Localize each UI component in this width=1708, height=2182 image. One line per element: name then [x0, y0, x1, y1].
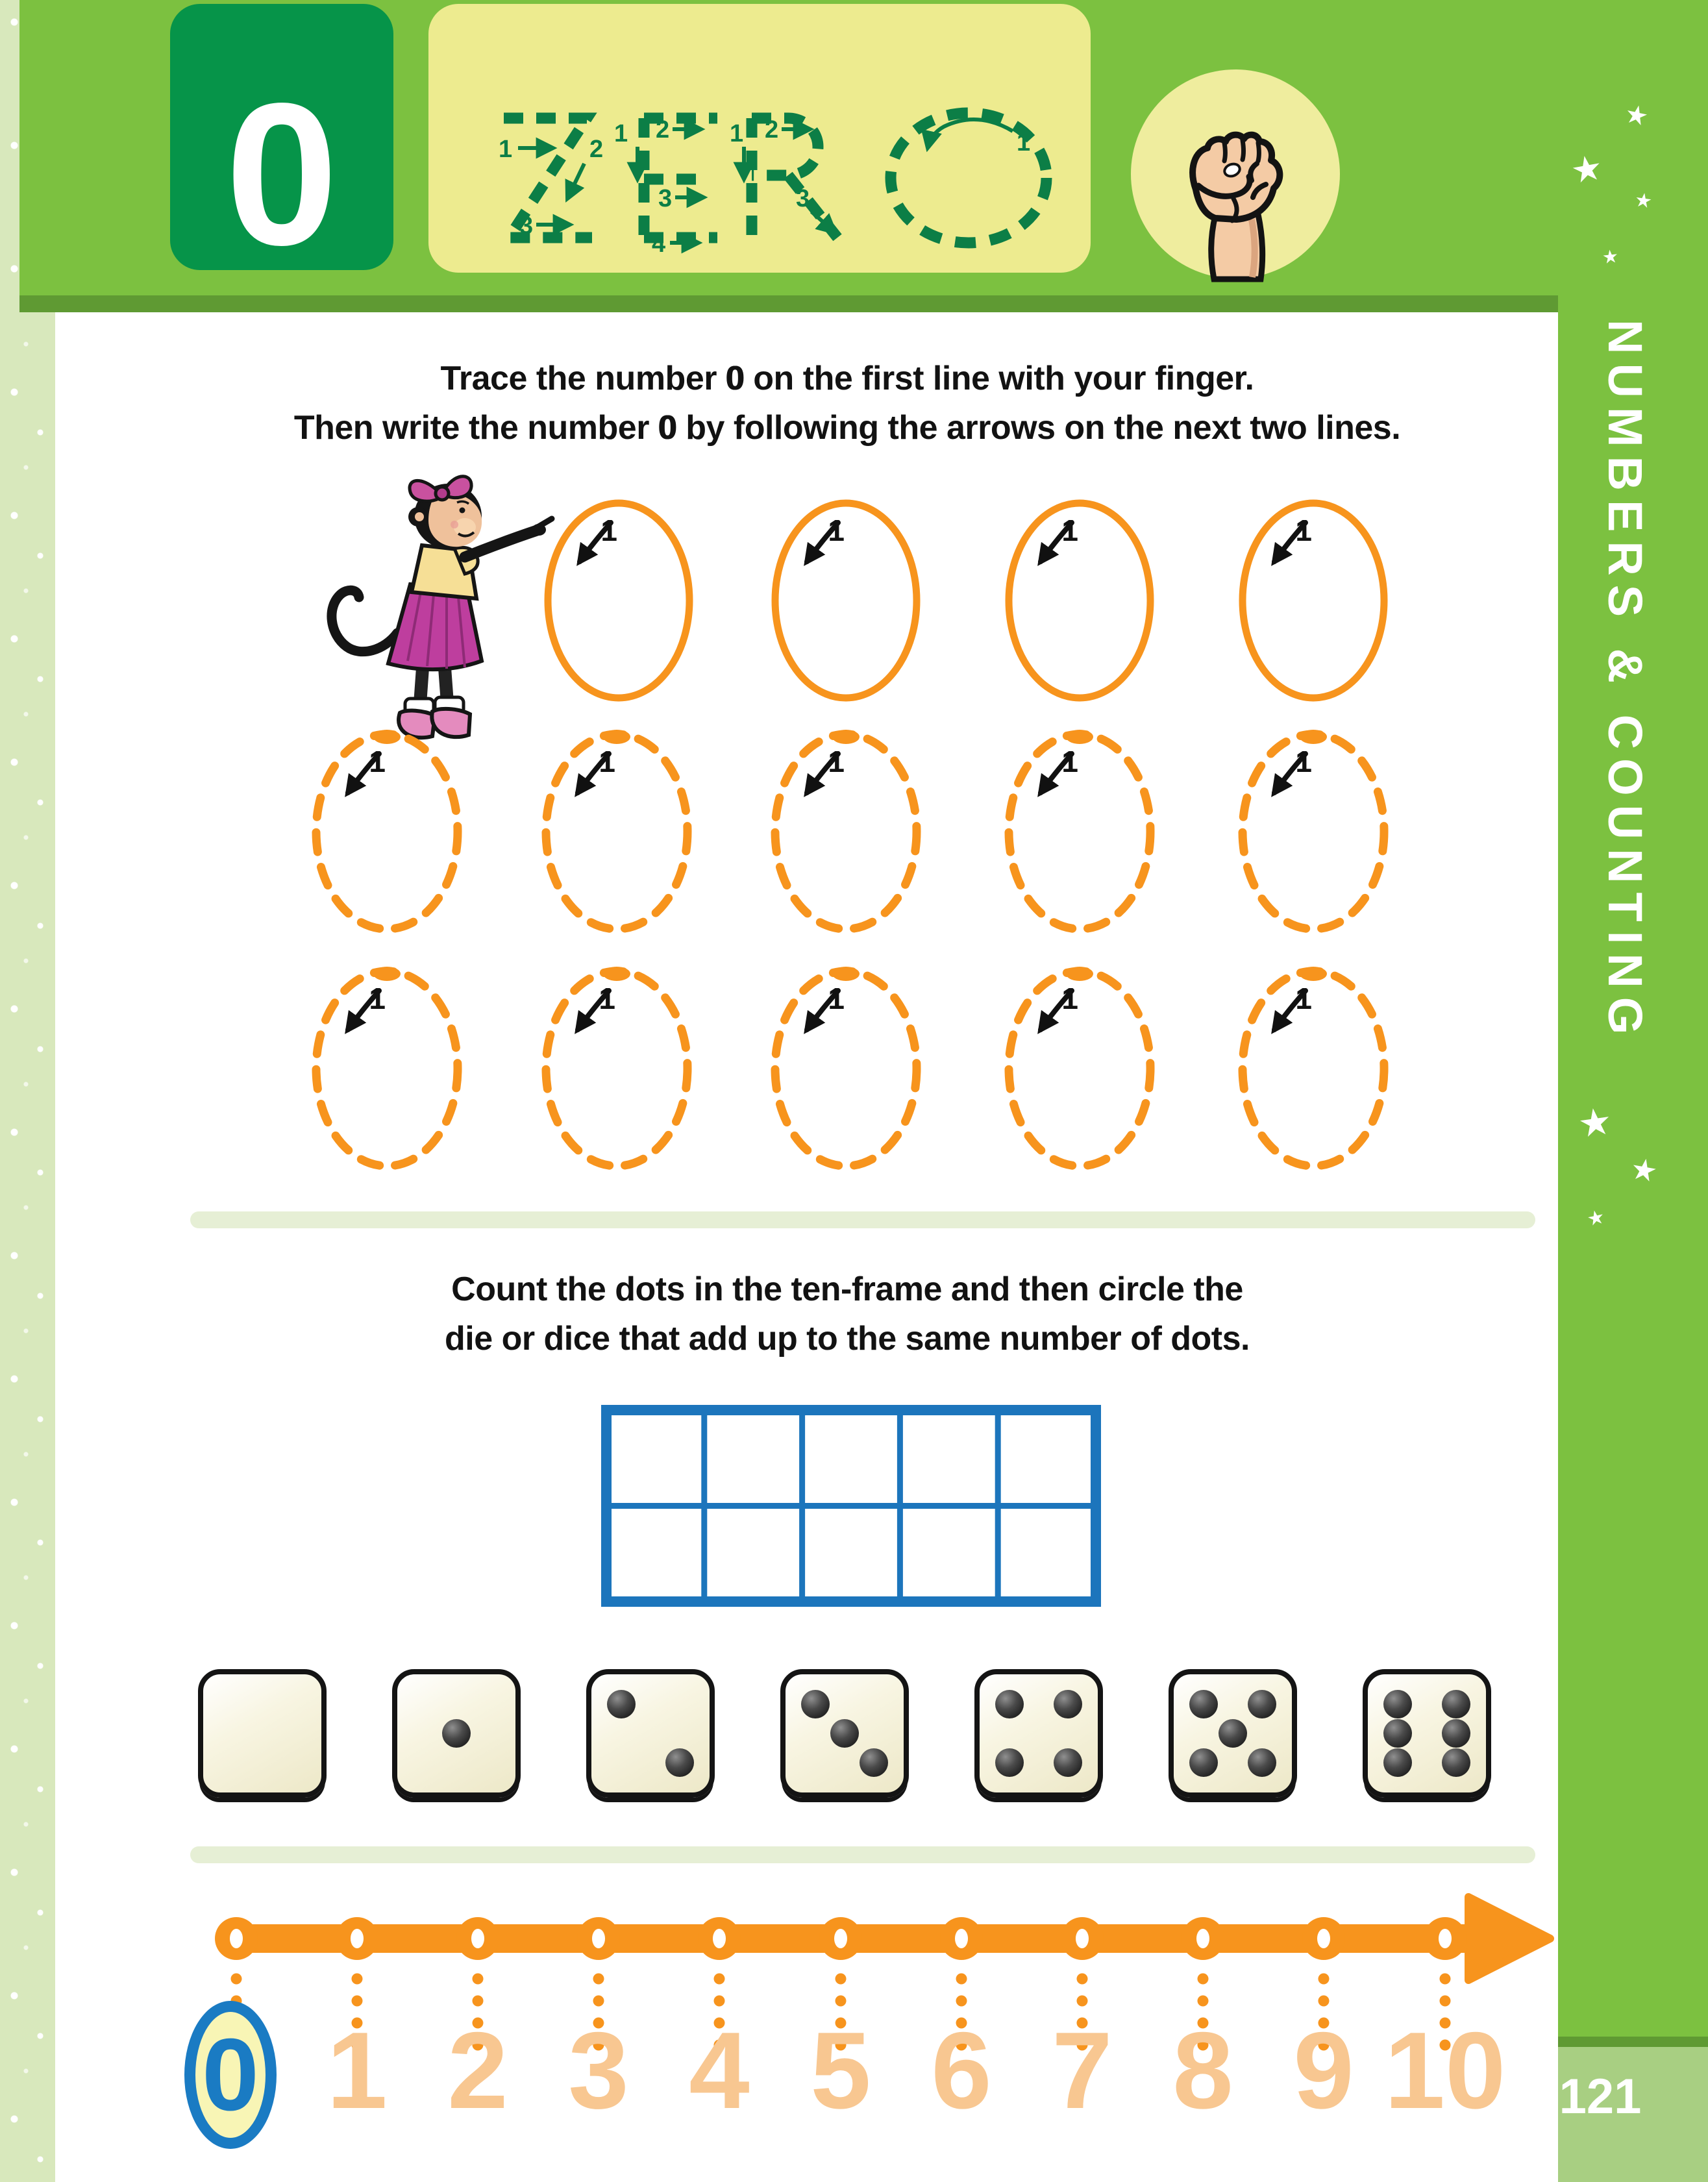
- die-5[interactable]: [1169, 1669, 1297, 1798]
- tracing-area: [0, 454, 1708, 1208]
- die-pip: [1054, 1690, 1082, 1718]
- number-label-2: 2: [447, 2009, 508, 2131]
- monkey-character: [332, 477, 552, 738]
- star-icon: ★: [1628, 1150, 1661, 1189]
- trace-oval-row1-3[interactable]: [1009, 503, 1150, 698]
- number-tile: [170, 4, 393, 288]
- trace-oval-row2-2[interactable]: [546, 730, 687, 929]
- stroke-label: 1: [614, 120, 628, 147]
- stroke-label: 2: [656, 116, 670, 143]
- dotted-drop: [352, 1974, 363, 1985]
- number-label-5: 5: [810, 2009, 871, 2131]
- die-pip: [1189, 1748, 1218, 1777]
- die-pip: [665, 1748, 694, 1777]
- trace-oval-row2-4[interactable]: [1009, 730, 1150, 929]
- dotted-drop: [593, 1996, 604, 2007]
- monkey-boot: [432, 697, 470, 737]
- stroke-order-label: 1: [599, 982, 615, 1015]
- trace-instructions-line2: Then write the number 0 by following the arrows on the next two lines.: [293, 409, 1401, 447]
- die-1[interactable]: [392, 1669, 521, 1798]
- die-pip: [1219, 1719, 1247, 1748]
- dotted-drop: [1077, 1974, 1088, 1985]
- stroke-label: 4: [652, 230, 666, 258]
- number-label-0-circled[interactable]: [184, 2001, 277, 2149]
- stroke-label: 1: [730, 120, 744, 147]
- ten-frame: [596, 1400, 1106, 1612]
- trace-oval-row1-2[interactable]: [775, 503, 917, 698]
- trace-instructions: [130, 354, 1565, 453]
- word-trace-letters[interactable]: [428, 4, 1091, 273]
- ten-frame-grid: [612, 1415, 1091, 1596]
- stroke-arrow: [811, 212, 835, 232]
- trace-instructions-line1: Trace the number 0 on the first line with your finger.: [440, 360, 1254, 397]
- stroke-label: 2: [765, 116, 779, 143]
- die-pip: [830, 1719, 859, 1748]
- dotted-drop: [835, 1974, 847, 1985]
- dotted-drop: [1198, 1974, 1209, 1985]
- stroke-label: 3: [796, 185, 810, 212]
- trace-oval-row3-2[interactable]: [546, 967, 687, 1166]
- dotted-drop: [956, 1974, 967, 1985]
- trace-oval-row3-3[interactable]: [775, 967, 917, 1166]
- star-icon: ★: [1601, 245, 1620, 268]
- trace-oval-row1-4[interactable]: [1243, 503, 1384, 698]
- dotted-drop: [1440, 1996, 1451, 2007]
- dotted-drop: [714, 1974, 725, 1985]
- star-icon: ★: [1575, 1099, 1615, 1147]
- die-pip: [1383, 1748, 1412, 1777]
- star-icon: ★: [1585, 1206, 1607, 1231]
- stroke-order-label: 1: [828, 982, 845, 1015]
- count-instructions: [130, 1265, 1565, 1363]
- stroke-order-label: 1: [600, 514, 617, 547]
- stroke-label: 1: [1017, 129, 1031, 156]
- die-pip: [1189, 1690, 1218, 1718]
- trace-oval-row3-1[interactable]: [316, 967, 458, 1166]
- letter-e[interactable]: [644, 118, 717, 238]
- die-pip: [607, 1690, 636, 1718]
- dotted-drop: [352, 1996, 363, 2007]
- number-tile-digit: 0: [225, 62, 338, 288]
- sidebar-title: NUMBERS & COUNTING: [1598, 319, 1652, 1044]
- monkey-tail: [332, 590, 397, 651]
- trace-oval-row1-1[interactable]: [548, 503, 689, 698]
- stroke-order-label: 1: [1295, 982, 1312, 1015]
- dotted-drop: [473, 1996, 484, 2007]
- die-pip: [1248, 1748, 1276, 1777]
- trace-oval-row2-5[interactable]: [1243, 730, 1384, 929]
- star-icon: ★: [1568, 147, 1606, 192]
- stroke-order-label: 1: [369, 745, 386, 778]
- die-pip: [995, 1690, 1024, 1718]
- page-number: 121: [1559, 2069, 1642, 2124]
- die-pip: [860, 1748, 888, 1777]
- stroke-order-label: 1: [828, 514, 845, 547]
- die-pip: [1248, 1690, 1276, 1718]
- number-label-9: 9: [1293, 2009, 1354, 2131]
- trace-oval-row3-4[interactable]: [1009, 967, 1150, 1166]
- stroke-order-label: 1: [1061, 982, 1078, 1015]
- stroke-label: 3: [519, 212, 534, 240]
- dotted-drop: [473, 1974, 484, 1985]
- die-pip: [1383, 1690, 1412, 1718]
- die-pip: [995, 1748, 1024, 1777]
- stroke-arrow: [567, 164, 584, 199]
- number-label: 0: [202, 2018, 259, 2132]
- dotted-drop: [1440, 1974, 1451, 1985]
- dotted-drop: [593, 1974, 604, 1985]
- dotted-drop: [956, 1996, 967, 2007]
- dotted-drop: [1318, 1974, 1330, 1985]
- dotted-drop: [714, 1996, 725, 2007]
- stroke-order-label: 1: [369, 982, 386, 1015]
- monkey-boot: [399, 699, 435, 738]
- number-label-4: 4: [689, 2009, 750, 2131]
- die-pip: [1442, 1748, 1470, 1777]
- dotted-drop: [835, 1996, 847, 2007]
- die-3[interactable]: [780, 1669, 909, 1798]
- die-pip: [1383, 1719, 1412, 1748]
- stroke-label: 2: [589, 136, 604, 163]
- trace-oval-row2-1[interactable]: [316, 730, 458, 929]
- stroke-label: 3: [658, 185, 673, 212]
- stroke-label: 1: [499, 136, 513, 163]
- monkey-bow: [410, 477, 471, 501]
- dotted-drop: [1318, 1996, 1330, 2007]
- dotted-drop: [231, 1974, 242, 1985]
- die-2[interactable]: [586, 1669, 715, 1798]
- star-icon: ★: [1633, 189, 1654, 213]
- stroke-order-label: 1: [1295, 514, 1312, 547]
- number-label-7: 7: [1052, 2009, 1113, 2131]
- stroke-order-label: 1: [1295, 745, 1312, 778]
- die-pip: [1442, 1719, 1470, 1748]
- number-label-3: 3: [568, 2009, 629, 2131]
- stroke-order-label: 1: [1061, 745, 1078, 778]
- stroke-order-label: 1: [828, 745, 845, 778]
- die-pip: [1442, 1690, 1470, 1718]
- section-divider: [190, 1846, 1535, 1863]
- dotted-drop: [1198, 1996, 1209, 2007]
- stroke-order-label: 1: [1061, 514, 1078, 547]
- die-0[interactable]: [198, 1669, 327, 1798]
- die-pip: [801, 1690, 830, 1718]
- stroke-order-label: 1: [599, 745, 615, 778]
- star-icon: ★: [1622, 99, 1652, 132]
- number-label-10: 10: [1384, 2009, 1506, 2131]
- section-divider: [190, 1211, 1535, 1228]
- number-label-6: 6: [931, 2009, 992, 2131]
- trace-oval-row2-3[interactable]: [775, 730, 917, 929]
- die-pip: [442, 1719, 471, 1748]
- header-shadow: [19, 295, 1558, 312]
- trace-oval-row3-5[interactable]: [1243, 967, 1384, 1166]
- count-instructions-line2: die or dice that add up to the same number of dots.: [445, 1320, 1250, 1358]
- stroke-arrow: [928, 119, 1013, 148]
- number-label-8: 8: [1172, 2009, 1233, 2131]
- count-instructions-line1: Count the dots in the ten-frame and then circle the: [451, 1271, 1243, 1308]
- die-4[interactable]: [974, 1669, 1103, 1798]
- die-6[interactable]: [1363, 1669, 1491, 1798]
- fist-zero-icon: [1117, 55, 1363, 289]
- number-line-arrowhead: [1468, 1897, 1550, 1980]
- number-label-1: 1: [327, 2009, 388, 2131]
- die-pip: [1054, 1748, 1082, 1777]
- dotted-drop: [1077, 1996, 1088, 2007]
